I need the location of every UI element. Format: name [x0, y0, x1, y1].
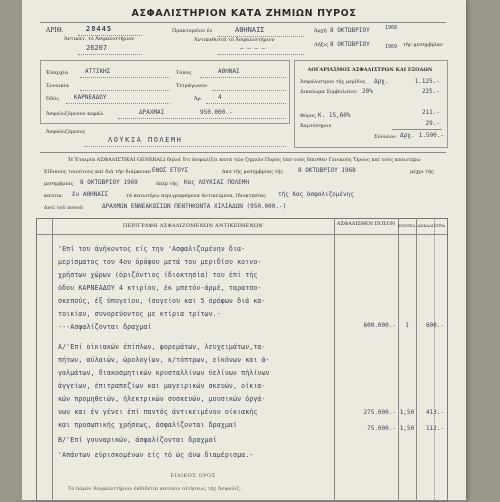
dikaioma-pct: 20% — [362, 88, 373, 95]
antikat2-value: — — — — — [240, 45, 266, 52]
ar-label: Ἀρ. — [194, 96, 203, 102]
arith-label: ΑΡΙΘ. — [46, 27, 64, 34]
row1-line: 'Επί του άνήκοντος είς την 'Ασφαλιζομένην δια- — [58, 245, 246, 253]
divider — [416, 218, 417, 500]
synolo-value: 1.590.- — [418, 132, 444, 139]
foros-label: Φόρος — [300, 113, 316, 119]
row2-line: πήτων, αύλαιών, ώρολογίων, κ/τόπτρων, είκόνων και ά- — [58, 356, 270, 364]
row1-asfal: 600.- — [425, 322, 444, 329]
eparxia-value: ΑΤΤΙΚΗΣ — [85, 68, 111, 75]
divider — [434, 218, 435, 500]
odos-label: Ὁδός — [46, 96, 60, 102]
row2-line: γαλμάτων, διακοσμητικών κρυσταλλίνων ύελίνων πήλίνων — [58, 369, 270, 377]
synoikia-label: Συνοικία — [46, 83, 70, 89]
antikat-label: Άντικατ. τό Ἀσφαλιστήριον — [64, 36, 135, 42]
asfalistra-value: 1.125.- — [414, 78, 440, 85]
row4-line: 'Απάντων εύρισκομένων είς τό ώς άνω διαμέρισμα.- — [58, 451, 254, 459]
special-terms-line: Τό παρόν Ἀσφαλιστήριον ἐκδίδεται κατόπιν αἰτήσεως τῆς Ἀσφαλιζ. — [68, 486, 242, 492]
divider — [118, 118, 286, 119]
account-title: ΛΟΓΑΡΙΑΣΜΟΣ ΑΣΦΑΛΙΣΤΡΩΝ ΚΑΙ ΕΞΟΔΩΝ — [307, 67, 433, 73]
time-note: τήν μεσημβρίαν — [403, 42, 444, 48]
intro-line-4a: κατοικ. — [44, 193, 63, 199]
col-asfal-header: ΑΣΦΑΛΙΣΤΡΑ — [417, 223, 445, 228]
kefalaio-label: Ἀσφαλιζόμενον κεφάλ. — [46, 111, 105, 117]
asfalizomenos-value: ΛΟΥΚΙΑ ΠΟΛΕΜΗ — [108, 136, 183, 144]
tetragonon-label: Τετράγωνον — [176, 83, 208, 89]
intro-line-4-hand1: ἐν ΑΘΗΝΑΙΣ — [72, 191, 109, 198]
divider — [200, 77, 286, 78]
row2-poso: 275.000.- — [363, 409, 396, 416]
foros-pct: Κ. 15,60% — [318, 112, 351, 119]
lhxh-year: 1969 — [385, 44, 398, 50]
divider — [212, 90, 286, 91]
divider — [36, 234, 447, 235]
synolo-label: Σύνολον — [374, 134, 396, 140]
ar-value: 4 — [218, 94, 222, 101]
row2-asfal: 413.- — [425, 409, 444, 416]
topos-label: Τόπος — [176, 70, 192, 76]
special-terms-title: ΕΙΔΙΚΟΣ ΟΡΟΣ — [170, 473, 216, 479]
asfalistra-label: Ἀσφάλιστρον τῆς μερίδος — [300, 79, 366, 85]
row1-line: χρήστων χώρων (όριζόντιος ίδιοκτησία) του έπί τής — [58, 271, 258, 279]
intro-line-3b: ὑπέρ τῆς — [156, 181, 179, 187]
arxh-label: Ἀρχή — [314, 28, 327, 34]
intro-line-5-hand: ΔΡΑΧΜΩΝ ΕΝΝΕΑΚΟΣΙΩΝ ΠΕΝΤΗΚΟΝΤΑ ΧΙΛΙΑΔΩΝ (950.000.-) — [102, 203, 287, 210]
divider — [66, 103, 170, 104]
antikat2-label: Ἀντικαθιστᾶ τό Ἀσφαλιστήριον — [194, 37, 275, 43]
odos-value: ΚΑΡΝΕΑΔΟΥ — [74, 94, 107, 101]
divider — [40, 152, 446, 153]
foros-value: 211.- — [421, 109, 440, 116]
synolo-currency: Δρχ. — [400, 132, 415, 139]
intro-line-1: Ἡ Ἑταιρία ΑΣΦΑΛΙΣΤΙΚΑΙ GENERALI δηλοῖ ὅτι ἀσφαλίζει κατὰ τῶν ζημιῶν Πυρός ὑπό τούς ὄπισθεν Γενικούς Ὅρους καί τούς κατωτέρω — [68, 157, 421, 163]
col-synt-header: ΣΥΝΤΕΛ. — [397, 223, 417, 228]
antikat-value: 26207 — [86, 44, 108, 52]
row1-line: μερίσματος του 4ου όρόφου μετά του μεριδίου κοινο- — [58, 258, 262, 266]
intro-line-2b: ἀπό τῆς μεσημβρίας τῆς — [222, 169, 284, 175]
kefalaio-currency: ΔΡΑΧΜΑΙ — [139, 109, 165, 116]
divider — [40, 22, 446, 23]
xartosimo-label: Χαρτόσημον — [300, 123, 332, 129]
row2-synt: 1,50 — [399, 409, 415, 416]
asfalizomenos-label: Ἀσφαλιζόμενος — [46, 129, 86, 135]
divider — [80, 90, 170, 91]
row3-asfal: 112.- — [425, 425, 444, 432]
dikaioma-value: 225.- — [421, 88, 440, 95]
row2-line: νων και έν γένει έπί παντός άντικειμένου οίκιακής — [58, 408, 258, 416]
intro-line-2a: Εἰδικούς τοιούτους καί διὰ τήν διάρκειαν — [44, 169, 151, 175]
row1-synt: 1 — [405, 322, 409, 329]
divider — [78, 54, 142, 55]
col-desc-header: ΠΕΡΙΓΡΑΦΗ ΑΣΦΑΛΙΖΟΜΕΝΩΝ ΑΝΤΙΚΕΙΜΕΝΩΝ — [122, 223, 264, 229]
topos-value: ΑΘΗΝΑΙ — [218, 68, 240, 75]
arxh-year: 1968 — [385, 25, 398, 31]
intro-line-4b: τά κατωτέρω περιγραφόμενα ἀντικείμενα, ἰδιοκτησίας — [126, 193, 267, 199]
divider — [84, 146, 286, 147]
row2-line: A/'Επί οίκιακών έπίπλων, φορεμάτων, λευχειμάτων,τα- — [58, 343, 266, 351]
intro-line-3a: μεσημβρίας — [44, 181, 74, 187]
row2-line: και προσωπικής χρήσεως, άσφαλίζονται δραχμαί — [58, 421, 238, 429]
row1-poso: 600.000.- — [363, 322, 396, 329]
arith-value: 28445 — [86, 25, 113, 33]
eparxia-label: Ἐπαρχία — [46, 70, 69, 76]
row2-line: άγγείων, έπιτραπεζίων και μαγειρικών σκευών, οίκια- — [58, 382, 266, 390]
proktoreio-label: Πρακτορεῖον ἐν — [172, 28, 213, 34]
row3-line: B/'Επί γουναρικών, άσφαλίζονται δραχμαί — [58, 436, 217, 444]
divider — [218, 54, 304, 55]
intro-line-2-hand1: ΕΝΟΣ ΕΤΟΥΣ — [152, 167, 189, 174]
intro-line-2-hand2: 8 ΟΚΤΩΒΡΙΟΥ 1968 — [298, 167, 356, 174]
divider — [392, 129, 442, 130]
row3-synt: 1,50 — [399, 425, 415, 432]
divider — [398, 218, 399, 500]
divider — [334, 218, 335, 500]
intro-line-5a: ἀντί τοῦ ποσοῦ — [44, 205, 83, 211]
proktoreio-value: ΑΘΗΝΑΙΣ — [235, 26, 265, 34]
document-title: ΑΣΦΑΛΙΣΤΗΡΙΟΝ ΚΑΤΑ ΖΗΜΙΩΝ ΠΥΡΟΣ — [131, 8, 357, 19]
row1-line: όδου ΚΑΡΝΕΑΔΟΥ 4 κτιρίου, έκ μπετόν-άρμέ, ταρατσο- — [58, 284, 262, 292]
lhxh-value: 8 ΟΚΤΩΒΡΙΟΥ — [330, 41, 370, 48]
divider — [80, 77, 170, 78]
intro-line-2c: μέχρι τῆς — [410, 169, 434, 175]
divider — [206, 103, 286, 104]
row3-poso: 75.000.- — [367, 425, 396, 432]
dikaioma-label: Δικαίωμα Συμβολαίου — [300, 89, 357, 95]
policy-document — [22, 0, 466, 500]
intro-line-3-hand2: Κας ΛΟΥΚΙΑΣ ΠΟΛΕΜΗ — [184, 179, 250, 186]
arxh-value: 8 ΟΚΤΩΒΡΙΟΥ — [330, 27, 370, 34]
col-poso-header: ΑΣΦΑΛΙΣΘΕΝ ΠΟΣΟΝ — [336, 221, 396, 227]
divider — [52, 218, 53, 500]
row1-line: σκεπούς, έξ ύπογείου, ίσογείου και 5 όρόφων διά κα- — [58, 297, 266, 305]
lhxh-label: Λήξις — [314, 42, 329, 48]
asfalistra-currency: Δρχ. — [374, 78, 389, 85]
intro-line-4-hand2: τῆς Κας ἀσφαλιζομένης — [278, 191, 354, 198]
row2-line: κών προμηθειών, ήλεκτρικών συσκευών, μουσικών όργά- — [58, 395, 266, 403]
xartosimo-value: 29.- — [425, 120, 440, 127]
row1-line: ---Ασφαλίζονται δραχμαί — [58, 323, 152, 331]
kefalaio-value: 950.000.- — [200, 109, 233, 116]
row1-line: τοικίαν, συνορεύοντος με κτίρια τρίτων.- — [58, 310, 221, 318]
intro-line-3-hand1: 8 ΟΚΤΩΒΡΙΟΥ 1969 — [80, 179, 138, 186]
